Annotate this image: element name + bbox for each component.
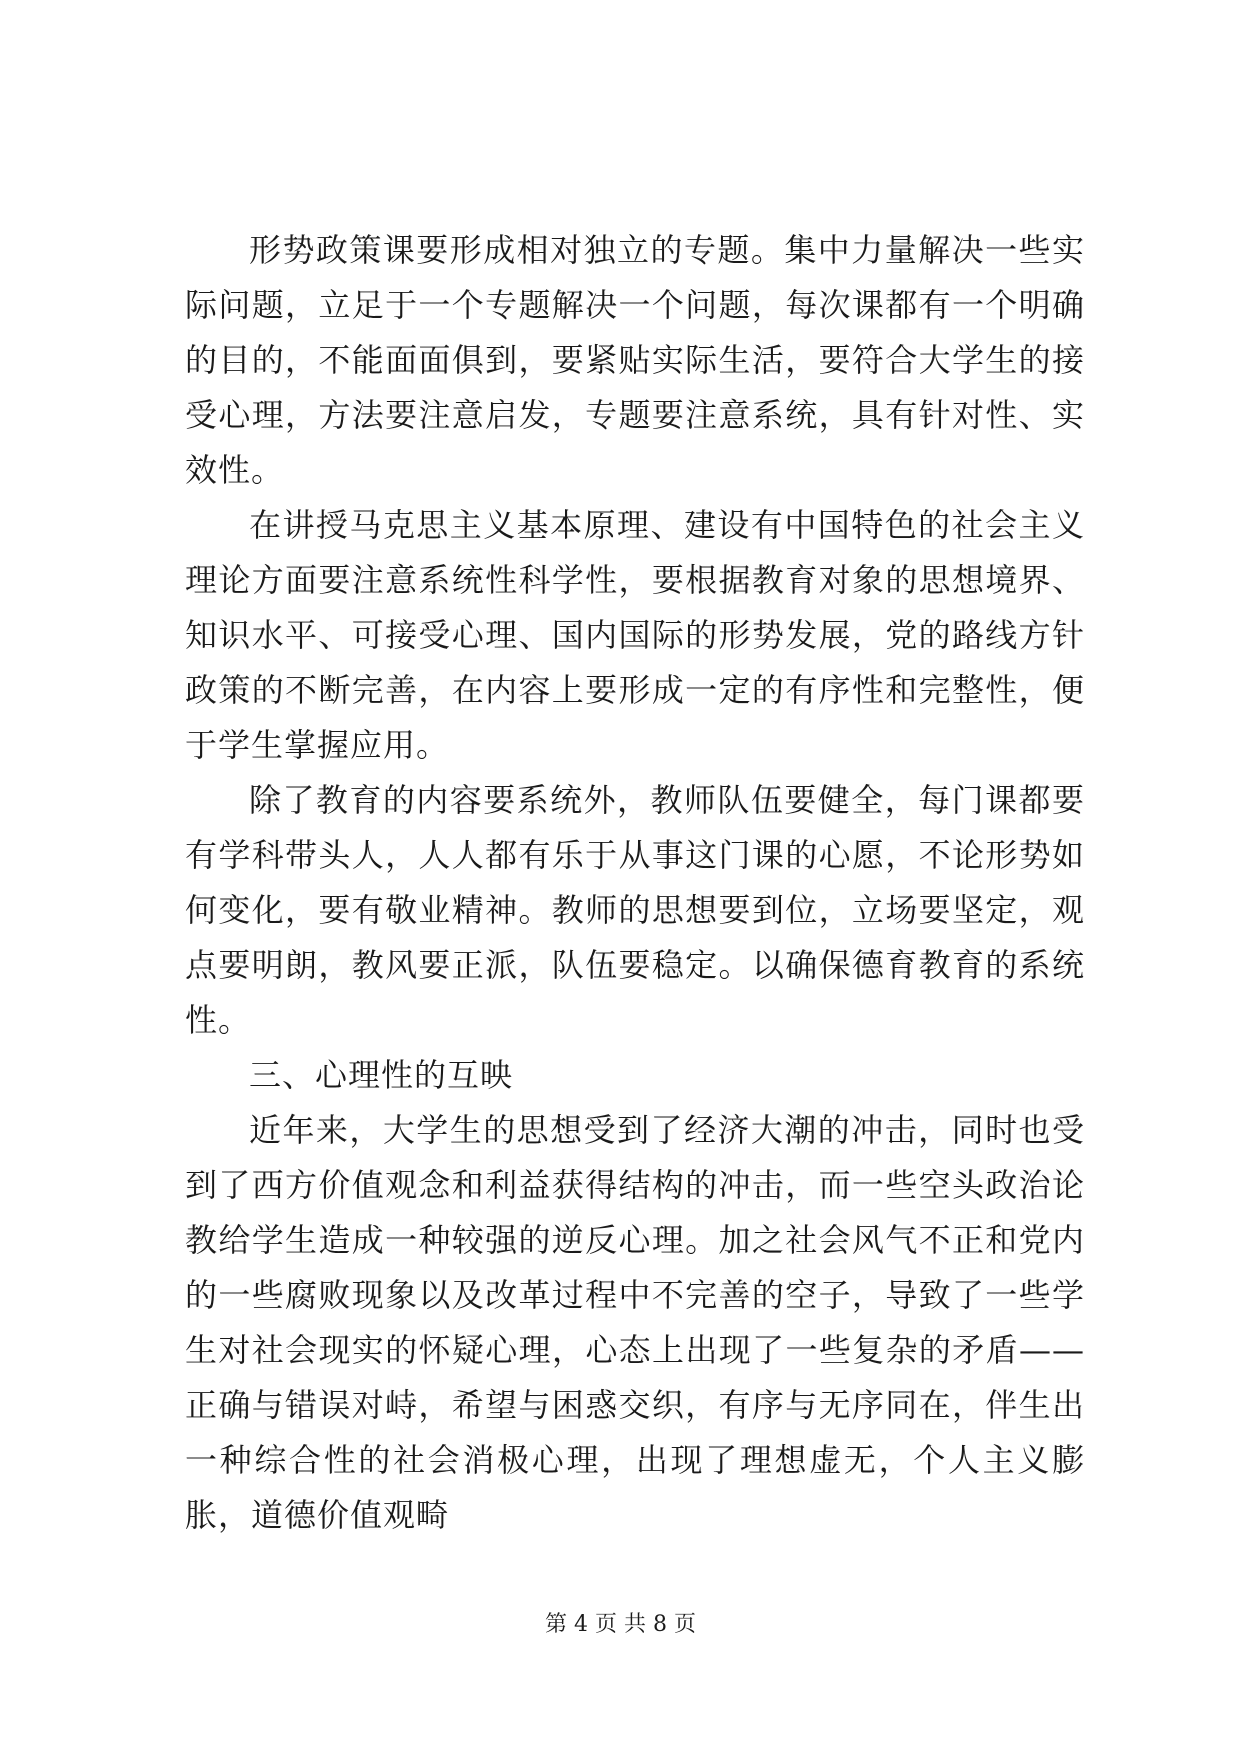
- paragraph-teacher-team: 除了教育的内容要系统外，教师队伍要健全，每门课都要有学科带头人，人人都有乐于从事这门课的心愿，不论形势如何变化，要有敬业精神。教师的思想要到位，立场要坚定，观点要明朗，教风要正派，队伍要稳定。以确保德育教育的系统性。: [185, 781, 1085, 1039]
- section-heading: 三、心理性的互映: [249, 1056, 514, 1094]
- paragraph-student-psychology: 近年来，大学生的思想受到了经济大潮的冲击，同时也受到了西方价值观念和利益获得结构的冲击，而一些空头政治论教给学生造成一种较强的逆反心理。加之社会风气不正和党内的一些腐败现象以及改革过程中不完善的空子，导致了一些学生对社会现实的怀疑心理，心态上出现了一些复杂的矛盾——正确与错误对峙，希望与困惑交织，有序与无序同在，伴生出一种综合性的社会消极心理，出现了理想虚无，个人主义膨胀，道德价值观畸: [185, 1111, 1085, 1534]
- document-body: [185, 223, 1085, 1543]
- page-footer: 第 4 页 共 8 页: [545, 1612, 696, 1637]
- paragraph-policy-course: 形势政策课要形成相对独立的专题。集中力量解决一些实际问题，立足于一个专题解决一个问题，每次课都有一个明确的目的，不能面面俱到，要紧贴实际生活，要符合大学生的接受心理，方法要注意启发，专题要注意系统，具有针对性、实效性。: [185, 231, 1085, 489]
- paragraph-marxism-theory: 在讲授马克思主义基本原理、建设有中国特色的社会主义理论方面要注意系统性科学性，要根据教育对象的思想境界、知识水平、可接受心理、国内国际的形势发展，党的路线方针政策的不断完善，在内容上要形成一定的有序性和完整性，便于学生掌握应用。: [185, 506, 1085, 764]
